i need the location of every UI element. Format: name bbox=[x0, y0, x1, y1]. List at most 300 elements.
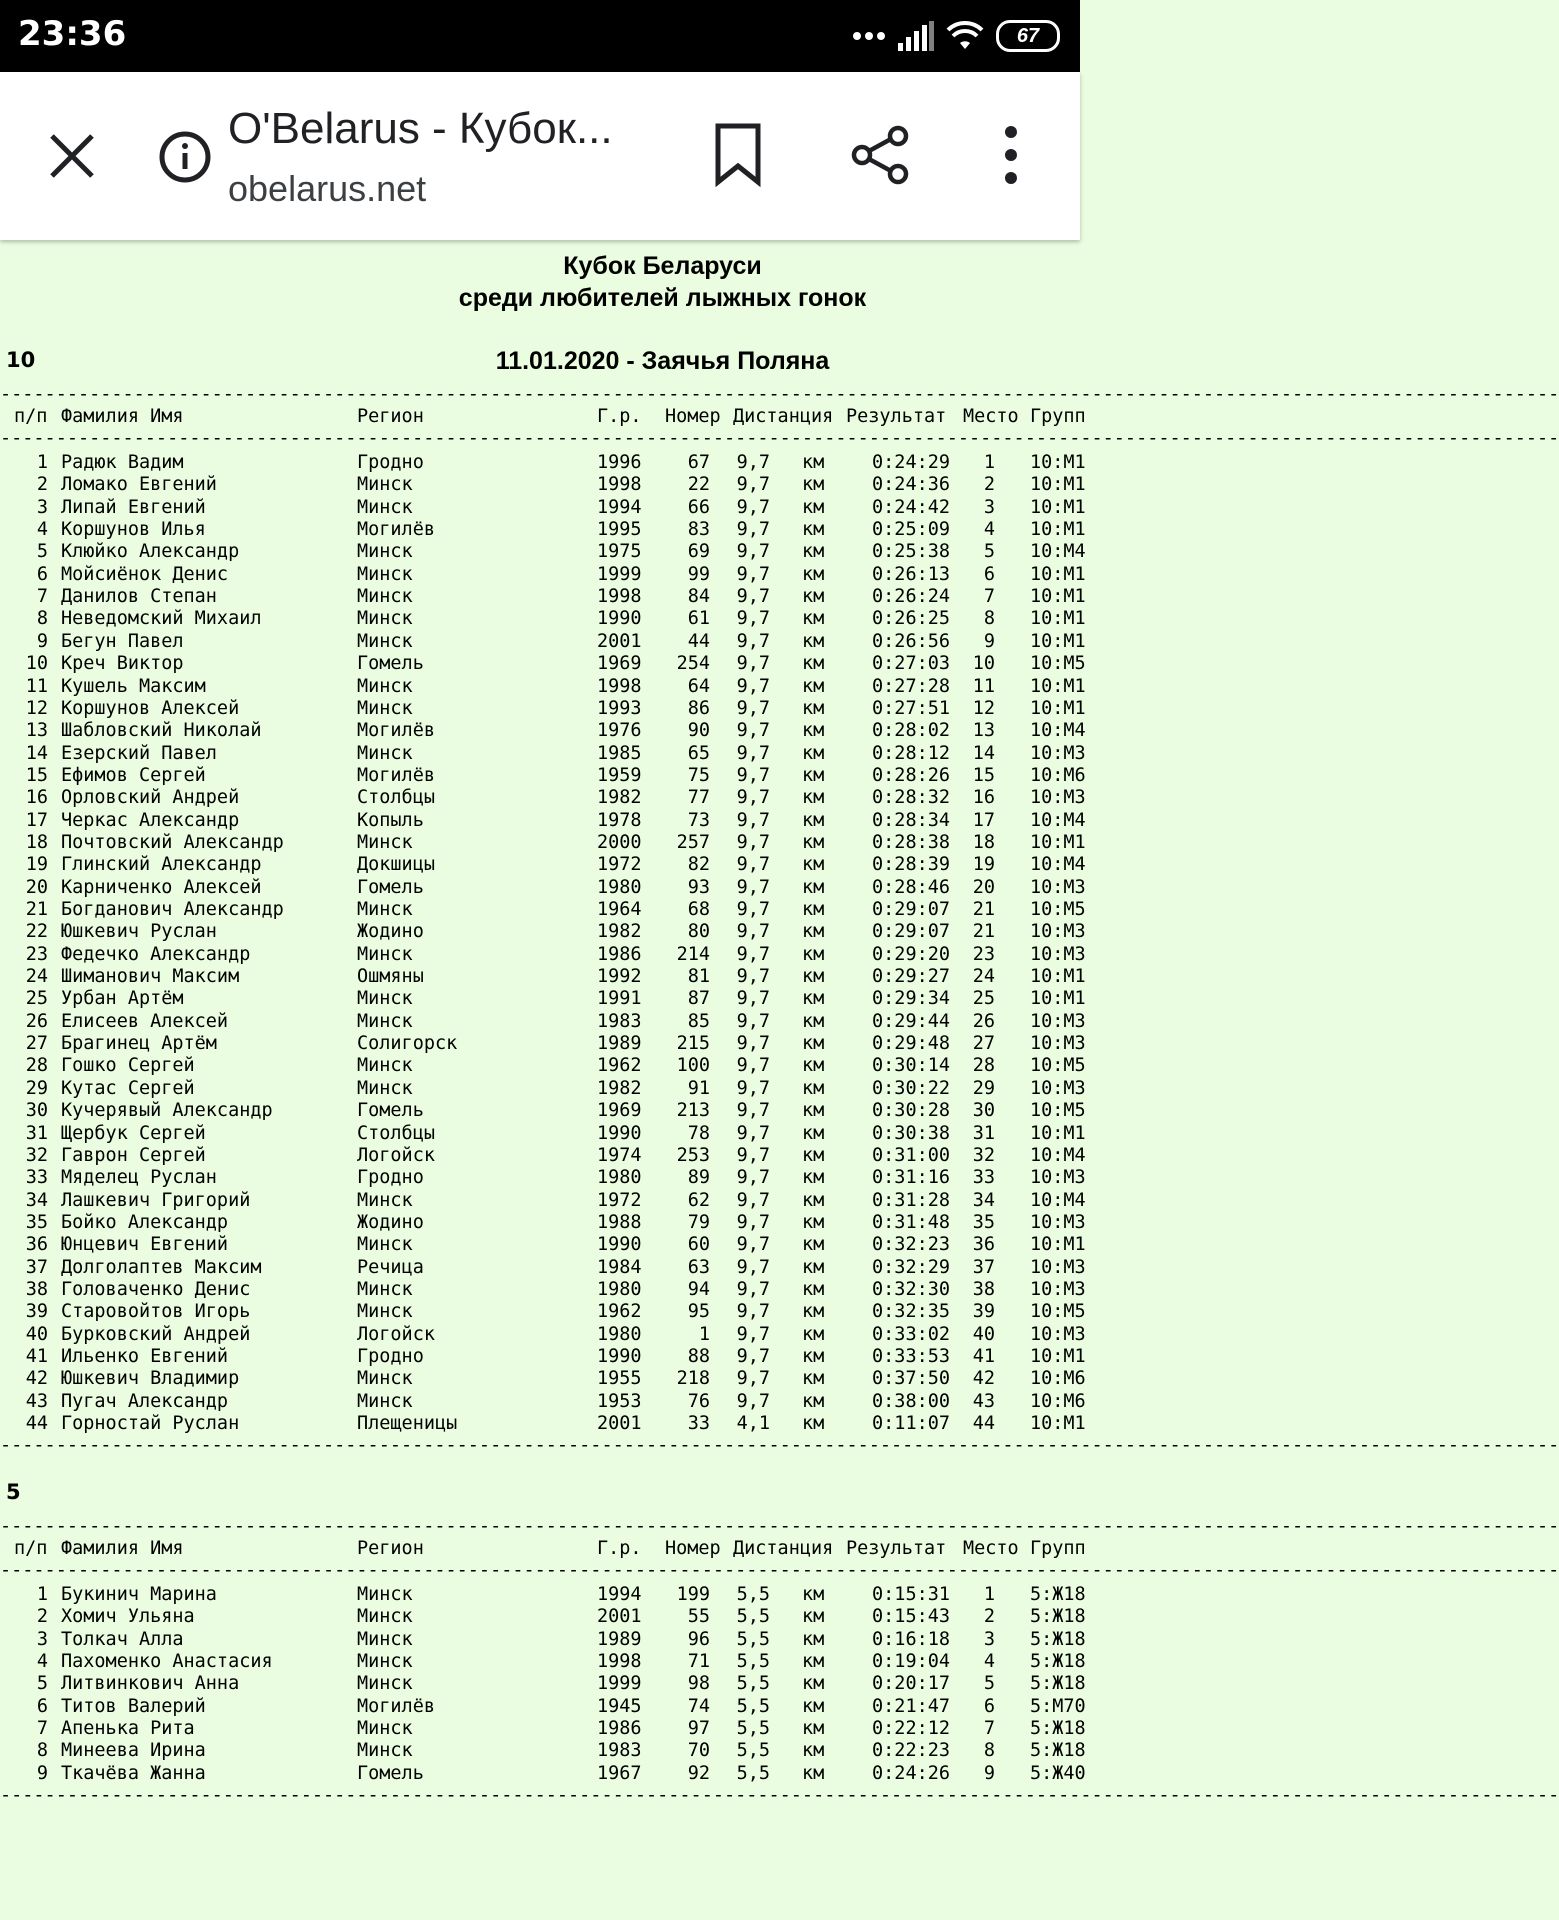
table-cell: 8 bbox=[983, 608, 995, 629]
table-cell: 44 bbox=[25, 1413, 48, 1434]
table-cell: 3 bbox=[36, 1629, 48, 1650]
table-cell: 98 bbox=[687, 1673, 710, 1694]
table-cell: 29 bbox=[972, 1078, 995, 1099]
table-cell: 1975 bbox=[597, 541, 642, 562]
table-cell: 7 bbox=[983, 586, 995, 607]
table-cell: 63 bbox=[687, 1257, 710, 1278]
table-cell: Юнцевич Евгений bbox=[61, 1234, 229, 1255]
table-cell: Кушель Максим bbox=[61, 676, 206, 697]
table-cell: 0:28:38 bbox=[872, 832, 950, 853]
table-cell: 9,7 bbox=[736, 1279, 770, 1300]
group-title: 5 bbox=[6, 1480, 21, 1504]
table-cell: 1980 bbox=[597, 1279, 642, 1300]
table-cell: 1969 bbox=[597, 1100, 642, 1121]
status-bar bbox=[0, 0, 1080, 72]
info-icon[interactable] bbox=[158, 130, 212, 184]
table-cell: Гаврон Сергей bbox=[61, 1145, 206, 1166]
table-cell: км bbox=[802, 743, 825, 764]
table-cell: км bbox=[802, 810, 825, 831]
table-cell: 9,7 bbox=[736, 1078, 770, 1099]
table-cell: Пугач Александр bbox=[61, 1391, 229, 1412]
table-cell: км bbox=[802, 1145, 825, 1166]
table-cell: 1998 bbox=[597, 676, 642, 697]
table-cell: 1972 bbox=[597, 1190, 642, 1211]
table-cell: 9,7 bbox=[736, 1033, 770, 1054]
table-row bbox=[0, 1584, 1300, 1606]
table-cell: км bbox=[802, 1190, 825, 1211]
table-cell: км bbox=[802, 1324, 825, 1345]
table-cell: 9,7 bbox=[736, 720, 770, 741]
table-cell: Минск bbox=[357, 541, 413, 562]
table-cell: 1972 bbox=[597, 854, 642, 875]
table-cell: Радюк Вадим bbox=[61, 452, 184, 473]
table-cell: 0:29:07 bbox=[872, 899, 950, 920]
table-cell: Минск bbox=[357, 676, 413, 697]
close-icon[interactable] bbox=[44, 128, 100, 184]
table-cell: 5:Ж18 bbox=[1030, 1718, 1086, 1739]
table-cell: 16 bbox=[25, 787, 48, 808]
table-row bbox=[0, 1301, 1300, 1323]
table-cell: 10:М3 bbox=[1030, 1212, 1086, 1233]
table-cell: Бегун Павел bbox=[61, 631, 184, 652]
table-cell: 89 bbox=[687, 1167, 710, 1188]
table-cell: 9 bbox=[983, 1763, 995, 1784]
table-row bbox=[0, 497, 1300, 519]
table-cell: км bbox=[802, 474, 825, 495]
table-cell: 35 bbox=[972, 1212, 995, 1233]
table-cell: км bbox=[802, 1629, 825, 1650]
table-cell: 1990 bbox=[597, 1234, 642, 1255]
table-cell: Столбцы bbox=[357, 1123, 435, 1144]
table-cell: 257 bbox=[676, 832, 710, 853]
table-cell: 100 bbox=[676, 1055, 710, 1076]
table-cell: 8 bbox=[36, 1740, 48, 1761]
table-cell: 22 bbox=[687, 474, 710, 495]
table-row bbox=[0, 1324, 1300, 1346]
table-cell: 10:М1 bbox=[1030, 1234, 1086, 1255]
table-cell: 40 bbox=[972, 1324, 995, 1345]
share-icon[interactable] bbox=[850, 124, 912, 186]
table-cell: 0:19:04 bbox=[872, 1651, 950, 1672]
page-content bbox=[0, 240, 1559, 1920]
battery-icon: 67 bbox=[996, 20, 1060, 52]
table-cell: 10:М4 bbox=[1030, 1190, 1086, 1211]
table-cell: 0:27:03 bbox=[872, 653, 950, 674]
table-cell: 9,7 bbox=[736, 452, 770, 473]
table-cell: 10:М5 bbox=[1030, 1055, 1086, 1076]
table-cell: Жодино bbox=[357, 1212, 424, 1233]
table-cell: 0:31:48 bbox=[872, 1212, 950, 1233]
table-cell: Минск bbox=[357, 1651, 413, 1672]
table-cell: 84 bbox=[687, 586, 710, 607]
table-cell: 43 bbox=[25, 1391, 48, 1412]
table-cell: 0:24:42 bbox=[872, 497, 950, 518]
table-cell: км bbox=[802, 698, 825, 719]
table-cell: Елисеев Алексей bbox=[61, 1011, 229, 1032]
table-cell: Коршунов Алексей bbox=[61, 698, 240, 719]
table-cell: 9,7 bbox=[736, 743, 770, 764]
table-cell: Хомич Ульяна bbox=[61, 1606, 195, 1627]
table-cell: 27 bbox=[972, 1033, 995, 1054]
table-cell: 9,7 bbox=[736, 1123, 770, 1144]
table-cell: 10:М3 bbox=[1030, 1011, 1086, 1032]
table-cell: 253 bbox=[676, 1145, 710, 1166]
table-cell: 73 bbox=[687, 810, 710, 831]
table-cell: 0:16:18 bbox=[872, 1629, 950, 1650]
table-cell: 36 bbox=[972, 1234, 995, 1255]
table-cell: 10:М1 bbox=[1030, 497, 1086, 518]
table-cell: Шабловский Николай bbox=[61, 720, 262, 741]
table-cell: 10:М1 bbox=[1030, 676, 1086, 697]
table-cell: 10:М3 bbox=[1030, 921, 1086, 942]
table-cell: 1994 bbox=[597, 497, 642, 518]
column-header: Групп bbox=[1030, 1538, 1086, 1559]
table-cell: 5 bbox=[36, 1673, 48, 1694]
table-cell: км bbox=[802, 988, 825, 1009]
table-cell: 20 bbox=[972, 877, 995, 898]
table-cell: 213 bbox=[676, 1100, 710, 1121]
table-cell: 0:29:44 bbox=[872, 1011, 950, 1032]
table-cell: Гошко Сергей bbox=[61, 1055, 195, 1076]
table-row bbox=[0, 1078, 1300, 1100]
table-cell: 41 bbox=[972, 1346, 995, 1367]
table-cell: 218 bbox=[676, 1368, 710, 1389]
table-cell: Ломако Евгений bbox=[61, 474, 217, 495]
table-cell: 9 bbox=[36, 631, 48, 652]
table-cell: км bbox=[802, 564, 825, 585]
table-cell: км bbox=[802, 497, 825, 518]
table-cell: 10:М5 bbox=[1030, 1100, 1086, 1121]
table-cell: 9,7 bbox=[736, 631, 770, 652]
table-cell: 0:28:12 bbox=[872, 743, 950, 764]
table-cell: 14 bbox=[972, 743, 995, 764]
table-row bbox=[0, 1033, 1300, 1055]
table-cell: Минск bbox=[357, 474, 413, 495]
table-cell: Минеева Ирина bbox=[61, 1740, 206, 1761]
table-cell: 9,7 bbox=[736, 676, 770, 697]
table-cell: Минск bbox=[357, 586, 413, 607]
table-cell: Неведомский Михаил bbox=[61, 608, 262, 629]
table-cell: 1983 bbox=[597, 1740, 642, 1761]
table-cell: 86 bbox=[687, 698, 710, 719]
table-cell: 5:Ж18 bbox=[1030, 1740, 1086, 1761]
table-cell: 12 bbox=[972, 698, 995, 719]
page-title-tab[interactable]: O'Belarus - Кубок... bbox=[228, 104, 613, 153]
table-cell: 1989 bbox=[597, 1629, 642, 1650]
table-cell: Гомель bbox=[357, 1763, 424, 1784]
separator-line: -------------------------------------------------------------------------------------------------------------------------------------------- bbox=[0, 1516, 1559, 1537]
column-header: Регион bbox=[357, 1538, 424, 1559]
table-cell: 0:30:22 bbox=[872, 1078, 950, 1099]
separator-line: -------------------------------------------------------------------------------------------------------------------------------------------- bbox=[0, 1560, 1559, 1581]
table-cell: 10:М4 bbox=[1030, 720, 1086, 741]
table-cell: 9 bbox=[36, 1763, 48, 1784]
table-cell: 0:28:02 bbox=[872, 720, 950, 741]
table-cell: 1995 bbox=[597, 519, 642, 540]
table-cell: 10:М3 bbox=[1030, 1033, 1086, 1054]
table-cell: 0:24:26 bbox=[872, 1763, 950, 1784]
table-cell: км bbox=[802, 1123, 825, 1144]
more-dots-icon bbox=[852, 30, 886, 42]
table-cell: 10:М4 bbox=[1030, 854, 1086, 875]
table-cell: 10:М6 bbox=[1030, 765, 1086, 786]
table-cell: 21 bbox=[972, 921, 995, 942]
table-cell: 214 bbox=[676, 944, 710, 965]
table-cell: 1984 bbox=[597, 1257, 642, 1278]
table-cell: Горностай Руслан bbox=[61, 1413, 240, 1434]
table-cell: Коршунов Илья bbox=[61, 519, 206, 540]
table-cell: 65 bbox=[687, 743, 710, 764]
table-cell: Ткачёва Жанна bbox=[61, 1763, 206, 1784]
table-cell: 13 bbox=[25, 720, 48, 741]
table-cell: км bbox=[802, 631, 825, 652]
table-cell: Лашкевич Григорий bbox=[61, 1190, 251, 1211]
table-cell: 90 bbox=[687, 720, 710, 741]
table-cell: 0:29:07 bbox=[872, 921, 950, 942]
table-cell: 9,7 bbox=[736, 1145, 770, 1166]
table-cell: 21 bbox=[25, 899, 48, 920]
table-cell: Ошмяны bbox=[357, 966, 424, 987]
table-row bbox=[0, 1629, 1300, 1651]
table-cell: 4 bbox=[983, 519, 995, 540]
table-cell: 26 bbox=[25, 1011, 48, 1032]
table-row bbox=[0, 1100, 1300, 1122]
table-cell: 1982 bbox=[597, 921, 642, 942]
table-cell: 1994 bbox=[597, 1584, 642, 1605]
table-cell: Бурковский Андрей bbox=[61, 1324, 251, 1345]
table-cell: 71 bbox=[687, 1651, 710, 1672]
column-header: Дистанция bbox=[733, 1538, 834, 1559]
table-cell: 10:М3 bbox=[1030, 1167, 1086, 1188]
table-cell: 30 bbox=[25, 1100, 48, 1121]
table-cell: Логойск bbox=[357, 1324, 435, 1345]
table-cell: 27 bbox=[25, 1033, 48, 1054]
table-cell: 9,7 bbox=[736, 1257, 770, 1278]
table-cell: 0:38:00 bbox=[872, 1391, 950, 1412]
table-cell: 4 bbox=[36, 1651, 48, 1672]
table-cell: 1 bbox=[36, 452, 48, 473]
table-cell: 1986 bbox=[597, 1718, 642, 1739]
table-cell: Гомель bbox=[357, 1100, 424, 1121]
table-cell: 1993 bbox=[597, 698, 642, 719]
table-cell: Могилёв bbox=[357, 1696, 435, 1717]
table-cell: 215 bbox=[676, 1033, 710, 1054]
table-cell: 39 bbox=[25, 1301, 48, 1322]
table-cell: Минск bbox=[357, 899, 413, 920]
table-cell: 5 bbox=[983, 541, 995, 562]
browser-toolbar bbox=[0, 72, 1080, 240]
table-cell: 61 bbox=[687, 608, 710, 629]
table-cell: 1955 bbox=[597, 1368, 642, 1389]
table-cell: 9,7 bbox=[736, 564, 770, 585]
table-cell: 37 bbox=[972, 1257, 995, 1278]
table-cell: Мяделец Руслан bbox=[61, 1167, 217, 1188]
table-cell: 79 bbox=[687, 1212, 710, 1233]
table-cell: 0:24:29 bbox=[872, 452, 950, 473]
table-cell: 1985 bbox=[597, 743, 642, 764]
table-row bbox=[0, 519, 1300, 541]
table-cell: 1962 bbox=[597, 1055, 642, 1076]
table-cell: 9,7 bbox=[736, 966, 770, 987]
column-header: Результат bbox=[846, 1538, 947, 1559]
table-cell: 9,7 bbox=[736, 944, 770, 965]
table-cell: 9,7 bbox=[736, 1055, 770, 1076]
table-cell: 2 bbox=[983, 1606, 995, 1627]
table-cell: 2001 bbox=[597, 1413, 642, 1434]
table-cell: км bbox=[802, 1167, 825, 1188]
table-cell: 87 bbox=[687, 988, 710, 1009]
table-cell: 5,5 bbox=[736, 1718, 770, 1739]
table-cell: 0:25:38 bbox=[872, 541, 950, 562]
table-cell: км bbox=[802, 608, 825, 629]
table-cell: 1998 bbox=[597, 1651, 642, 1672]
table-cell: 1945 bbox=[597, 1696, 642, 1717]
bookmark-icon[interactable] bbox=[714, 122, 762, 186]
table-cell: 9,7 bbox=[736, 474, 770, 495]
table-cell: 9,7 bbox=[736, 854, 770, 875]
table-cell: км bbox=[802, 1696, 825, 1717]
table-cell: Толкач Алла bbox=[61, 1629, 184, 1650]
table-cell: 9,7 bbox=[736, 877, 770, 898]
table-row bbox=[0, 541, 1300, 563]
table-cell: 85 bbox=[687, 1011, 710, 1032]
table-cell: Минск bbox=[357, 1190, 413, 1211]
table-cell: 9,7 bbox=[736, 1167, 770, 1188]
table-row bbox=[0, 698, 1300, 720]
table-cell: 24 bbox=[972, 966, 995, 987]
table-cell: 15 bbox=[25, 765, 48, 786]
table-cell: Креч Виктор bbox=[61, 653, 184, 674]
table-cell: 10:М1 bbox=[1030, 698, 1086, 719]
table-row bbox=[0, 988, 1300, 1010]
table-cell: 10:М1 bbox=[1030, 474, 1086, 495]
table-cell: 32 bbox=[972, 1145, 995, 1166]
table-cell: Гродно bbox=[357, 1167, 424, 1188]
table-cell: 0:29:34 bbox=[872, 988, 950, 1009]
table-cell: 9,7 bbox=[736, 1391, 770, 1412]
table-cell: Орловский Андрей bbox=[61, 787, 240, 808]
table-cell: 0:11:07 bbox=[872, 1413, 950, 1434]
table-cell: 77 bbox=[687, 787, 710, 808]
table-cell: 10:М6 bbox=[1030, 1368, 1086, 1389]
table-cell: 5:Ж18 bbox=[1030, 1584, 1086, 1605]
table-cell: 9,7 bbox=[736, 698, 770, 719]
table-cell: 2000 bbox=[597, 832, 642, 853]
table-row bbox=[0, 899, 1300, 921]
table-cell: 9,7 bbox=[736, 787, 770, 808]
table-cell: 13 bbox=[972, 720, 995, 741]
table-cell: км bbox=[802, 1301, 825, 1322]
table-cell: 1962 bbox=[597, 1301, 642, 1322]
column-header: п/п bbox=[14, 1538, 48, 1559]
table-cell: 1990 bbox=[597, 1123, 642, 1144]
table-cell: км bbox=[802, 1234, 825, 1255]
separator-line: -------------------------------------------------------------------------------------------------------------------------------------------- bbox=[0, 428, 1559, 449]
table-cell: 6 bbox=[36, 1696, 48, 1717]
table-cell: Бойко Александр bbox=[61, 1212, 229, 1233]
table-row bbox=[0, 1055, 1300, 1077]
table-cell: 0:28:46 bbox=[872, 877, 950, 898]
table-cell: 5,5 bbox=[736, 1696, 770, 1717]
table-cell: км bbox=[802, 1033, 825, 1054]
table-row bbox=[0, 1167, 1300, 1189]
table-row bbox=[0, 1011, 1300, 1033]
table-cell: 12 bbox=[25, 698, 48, 719]
separator-line: -------------------------------------------------------------------------------------------------------------------------------------------- bbox=[0, 384, 1559, 405]
table-cell: Юшкевич Владимир bbox=[61, 1368, 240, 1389]
table-cell: 83 bbox=[687, 519, 710, 540]
table-cell: 5,5 bbox=[736, 1629, 770, 1650]
table-cell: 1 bbox=[983, 452, 995, 473]
table-cell: 254 bbox=[676, 653, 710, 674]
table-cell: 9,7 bbox=[736, 1100, 770, 1121]
table-cell: км bbox=[802, 854, 825, 875]
table-cell: 80 bbox=[687, 921, 710, 942]
table-cell: Старовойтов Игорь bbox=[61, 1301, 251, 1322]
table-row bbox=[0, 743, 1300, 765]
table-cell: Щербук Сергей bbox=[61, 1123, 206, 1144]
table-cell: 10:М5 bbox=[1030, 1301, 1086, 1322]
table-cell: 1990 bbox=[597, 1346, 642, 1367]
table-cell: 0:33:53 bbox=[872, 1346, 950, 1367]
table-cell: 88 bbox=[687, 1346, 710, 1367]
column-header: Номер bbox=[665, 1538, 721, 1559]
table-cell: 0:26:24 bbox=[872, 586, 950, 607]
table-cell: 75 bbox=[687, 765, 710, 786]
table-cell: Минск bbox=[357, 1391, 413, 1412]
table-cell: 1999 bbox=[597, 564, 642, 585]
table-cell: 0:26:13 bbox=[872, 564, 950, 585]
table-cell: 11 bbox=[25, 676, 48, 697]
table-row bbox=[0, 474, 1300, 496]
url-text[interactable]: obelarus.net bbox=[228, 168, 427, 209]
table-cell: 81 bbox=[687, 966, 710, 987]
table-cell: км bbox=[802, 1740, 825, 1761]
table-cell: 23 bbox=[972, 944, 995, 965]
table-cell: 5:Ж18 bbox=[1030, 1673, 1086, 1694]
table-cell: Литвинкович Анна bbox=[61, 1673, 240, 1694]
table-cell: 9,7 bbox=[736, 608, 770, 629]
table-cell: км bbox=[802, 966, 825, 987]
table-row bbox=[0, 1368, 1300, 1390]
column-header: Г.р. bbox=[597, 406, 642, 427]
table-cell: 94 bbox=[687, 1279, 710, 1300]
table-cell: 10:М3 bbox=[1030, 877, 1086, 898]
more-vert-icon[interactable] bbox=[998, 124, 1024, 186]
table-cell: 0:26:56 bbox=[872, 631, 950, 652]
column-header: Место bbox=[963, 406, 1019, 427]
table-cell: 28 bbox=[25, 1055, 48, 1076]
table-cell: 9,7 bbox=[736, 988, 770, 1009]
table-cell: 1988 bbox=[597, 1212, 642, 1233]
table-cell: Минск bbox=[357, 1584, 413, 1605]
table-cell: 62 bbox=[687, 1190, 710, 1211]
table-row bbox=[0, 966, 1300, 988]
table-cell: км bbox=[802, 1651, 825, 1672]
table-cell: 1980 bbox=[597, 1324, 642, 1345]
column-header: Групп bbox=[1030, 406, 1086, 427]
table-cell: Гродно bbox=[357, 1346, 424, 1367]
table-cell: 10:М3 bbox=[1030, 1078, 1086, 1099]
table-cell: км bbox=[802, 720, 825, 741]
table-cell: Минск bbox=[357, 497, 413, 518]
table-cell: 9,7 bbox=[736, 653, 770, 674]
table-cell: Минск bbox=[357, 698, 413, 719]
table-cell: 0:25:09 bbox=[872, 519, 950, 540]
table-cell: Докшицы bbox=[357, 854, 435, 875]
table-header-row bbox=[0, 406, 1300, 428]
table-cell: 30 bbox=[972, 1100, 995, 1121]
